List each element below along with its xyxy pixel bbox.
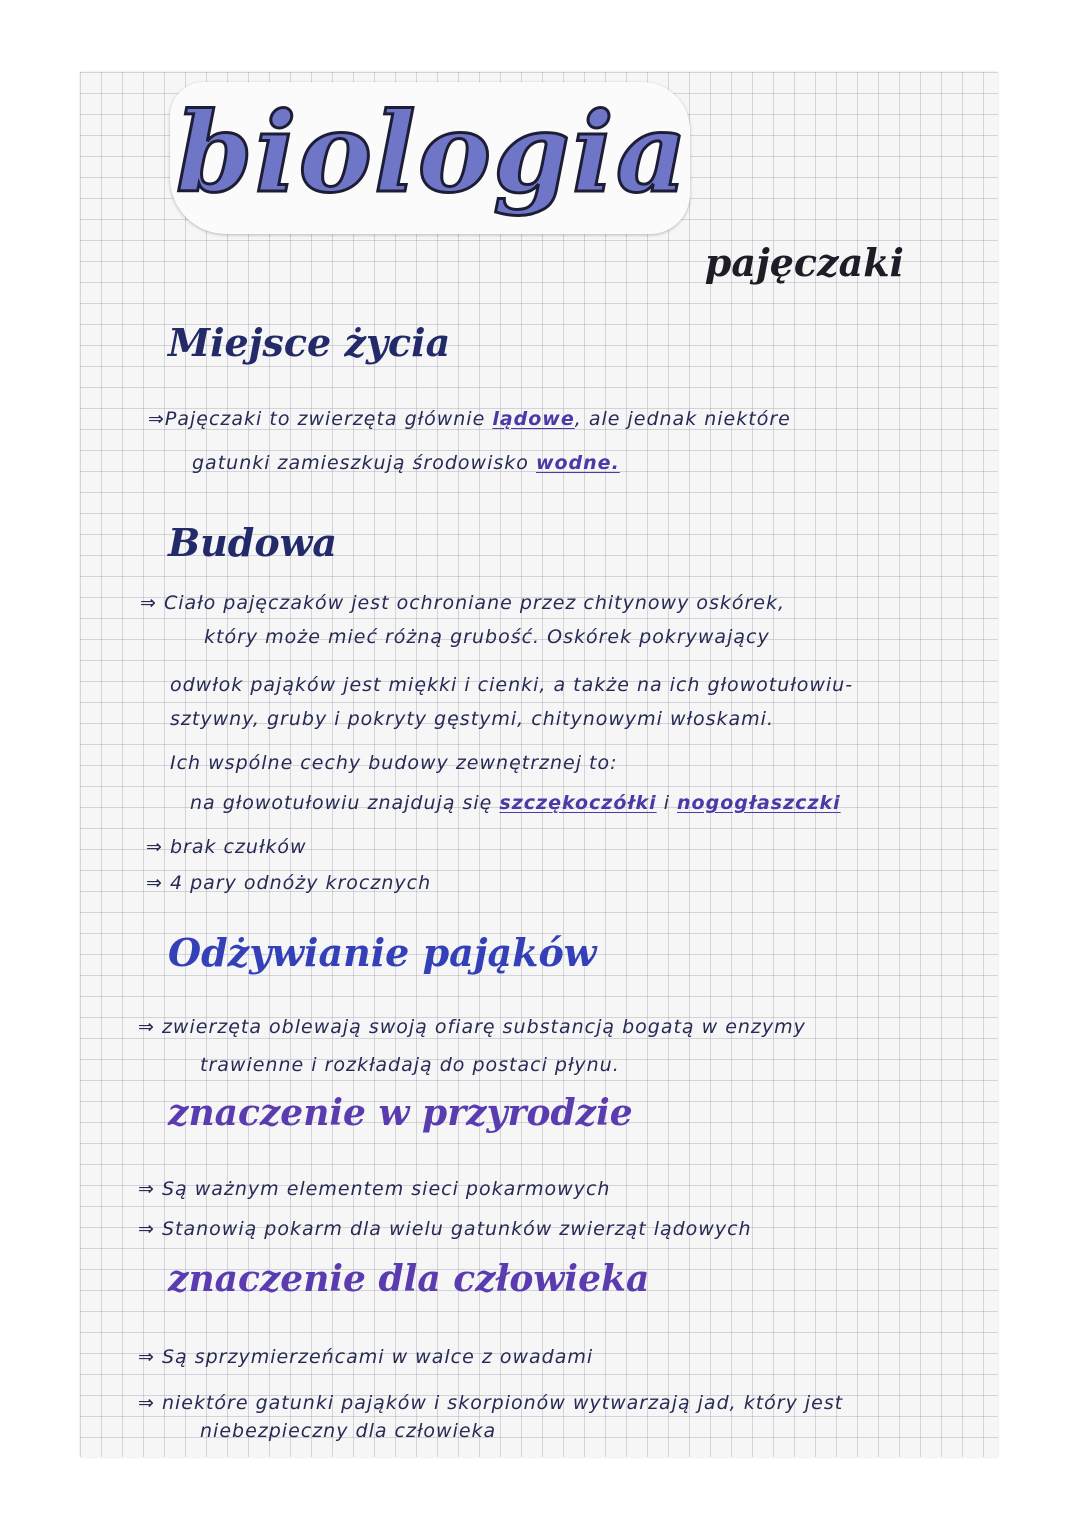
heading-feeding: Odżywianie pająków [168, 930, 597, 975]
nature-line-1: ⇒ Są ważnym elementem sieci pokarmowych [138, 1178, 611, 1200]
heading-habitat: Miejsce życia [168, 320, 451, 365]
human-line-2: ⇒ niektóre gatunki pająków i skorpionów wytwarzają jad, który jest [138, 1392, 844, 1414]
feeding-line-1: ⇒ zwierzęta oblewają swoją ofiarę substancją bogatą w enzymy [138, 1016, 806, 1038]
structure-line-1: ⇒ Ciało pajęczaków jest ochroniane przez chitynowy oskórek, [140, 592, 786, 614]
heading-structure: Budowa [168, 520, 337, 565]
human-line-1: ⇒ Są sprzymierzeńcami w walce z owadami [138, 1346, 594, 1368]
heading-human: znaczenie dla człowieka [168, 1258, 650, 1300]
structure-line-6: na głowotułowiu znajdują się szczękoczółki i nogogłaszczki [190, 792, 841, 814]
structure-line-3: odwłok pająków jest miękki i cienki, a także na ich głowotułowiu- [170, 674, 854, 696]
human-line-3: niebezpieczny dla człowieka [200, 1420, 497, 1442]
nature-line-2: ⇒ Stanowią pokarm dla wielu gatunków zwierząt lądowych [138, 1218, 752, 1240]
structure-line-2: który może mieć różną grubość. Oskórek pokrywający [204, 626, 770, 648]
structure-bullet-1: ⇒ brak czułków [146, 836, 307, 858]
heading-nature: znaczenie w przyrodzie [168, 1092, 633, 1134]
structure-bullet-2: ⇒ 4 pary odnóży krocznych [146, 872, 432, 894]
habitat-line-2: gatunki zamieszkują środowisko wodne. [192, 452, 620, 474]
page-title: biologia [175, 88, 690, 217]
page-subtitle: pajęczaki [704, 240, 904, 285]
habitat-line-1: ⇒Pajęczaki to zwierzęta głównie lądowe, ale jednak niektóre [148, 408, 791, 430]
feeding-line-2: trawienne i rozkładają do postaci płynu. [200, 1054, 620, 1076]
structure-line-4: sztywny, gruby i pokryty gęstymi, chitynowymi włoskami. [170, 708, 774, 730]
structure-line-5: Ich wspólne cechy budowy zewnętrznej to: [170, 752, 618, 774]
